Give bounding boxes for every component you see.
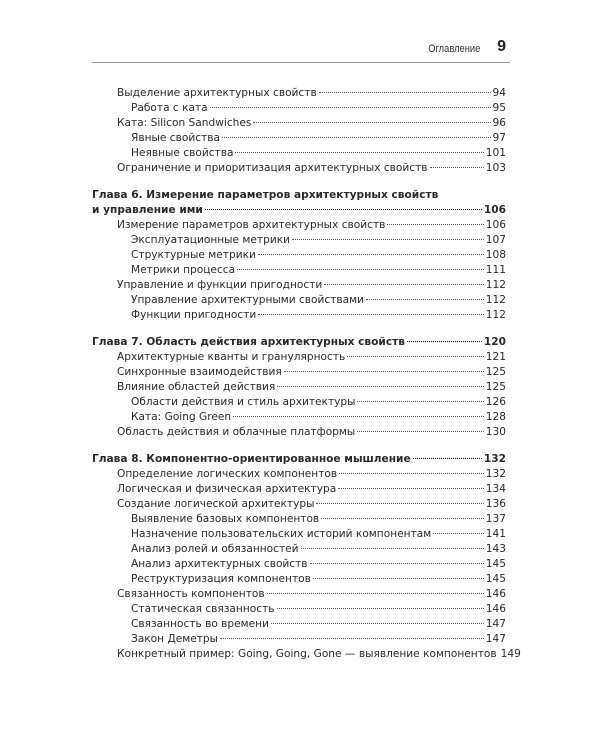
toc-entry-page: 125 xyxy=(485,366,506,378)
dot-leader xyxy=(267,593,484,594)
toc-entry-page: 103 xyxy=(485,162,506,174)
toc-entry[interactable] xyxy=(92,146,506,161)
dot-leader xyxy=(387,224,483,225)
toc-entry-title: Структурные метрики xyxy=(131,249,256,261)
toc-entry[interactable] xyxy=(92,602,506,617)
toc-entry-page: 143 xyxy=(485,543,506,555)
running-header xyxy=(92,38,510,63)
toc-entry-page: 112 xyxy=(485,294,506,306)
dot-leader xyxy=(321,518,484,519)
toc-entry-title: Ката: Silicon Sandwiches xyxy=(117,117,252,129)
page-number: 9 xyxy=(497,38,506,55)
toc-entry-page: 125 xyxy=(485,381,506,393)
dot-leader xyxy=(357,431,483,432)
toc-entry-page: 97 xyxy=(492,132,506,144)
table-of-contents xyxy=(92,86,521,662)
toc-entry-page: 128 xyxy=(485,411,506,423)
toc-entry-page: 106 xyxy=(485,219,506,231)
toc-entry-title: Статическая связанность xyxy=(131,603,275,615)
toc-entry-page: 95 xyxy=(492,102,506,114)
toc-entry-title: Измерение параметров архитектурных свойств xyxy=(117,219,386,231)
toc-entry-page: 146 xyxy=(485,588,506,600)
dot-leader xyxy=(319,92,491,93)
toc-entry[interactable] xyxy=(92,308,506,323)
toc-entry[interactable] xyxy=(92,617,506,632)
toc-entry-title: Выделение архитектурных свойств xyxy=(117,87,317,99)
toc-entry[interactable] xyxy=(92,467,506,482)
dot-leader xyxy=(357,401,483,402)
dot-leader xyxy=(407,341,482,342)
dot-leader xyxy=(277,608,484,609)
dot-leader xyxy=(284,371,484,372)
toc-entry[interactable] xyxy=(92,233,506,248)
toc-entry-page: 120 xyxy=(483,336,506,348)
toc-entry-page: 106 xyxy=(483,204,506,216)
dot-leader xyxy=(366,299,484,300)
toc-entry-title: Метрики процесса xyxy=(131,264,236,276)
toc-entry[interactable] xyxy=(92,218,506,233)
chapter-heading-line: Глава 6. Измерение параметров архитектурных свойств xyxy=(92,189,439,201)
toc-entry-page: 111 xyxy=(485,264,506,276)
dot-leader xyxy=(210,107,491,108)
running-header-title: Оглавление xyxy=(427,43,480,55)
dot-leader xyxy=(277,386,484,387)
toc-entry-title: Логическая и физическая архитектура xyxy=(117,483,337,495)
dot-leader xyxy=(339,473,484,474)
toc-entry[interactable] xyxy=(92,86,506,101)
toc-entry-page: 107 xyxy=(485,234,506,246)
dot-leader xyxy=(258,254,484,255)
toc-entry[interactable] xyxy=(92,365,506,380)
toc-entry-title: Конкретный пример: Going, Going, Gone — выявление компонентов xyxy=(117,648,497,660)
dot-leader xyxy=(316,503,483,504)
toc-entry[interactable] xyxy=(92,587,506,602)
toc-entry[interactable] xyxy=(92,482,506,497)
dot-leader xyxy=(430,167,484,168)
toc-entry-title: Синхронные взаимодействия xyxy=(117,366,282,378)
toc-entry[interactable] xyxy=(92,410,506,425)
toc-entry-page: 94 xyxy=(492,87,506,99)
toc-entry-page: 136 xyxy=(485,498,506,510)
toc-entry-title: Управление архитектурными свойствами xyxy=(131,294,365,306)
toc-entry-title: Ограничение и приоритизация архитектурных свойств xyxy=(117,162,428,174)
toc-entry[interactable] xyxy=(92,647,521,662)
toc-entry-title: Ката: Going Green xyxy=(131,411,232,423)
toc-entry-title: Область действия и облачные платформы xyxy=(117,426,356,438)
toc-entry[interactable] xyxy=(92,380,506,395)
toc-entry-title: Назначение пользовательских историй компонентам xyxy=(131,528,432,540)
toc-entry-title: Связанность во времени xyxy=(131,618,269,630)
toc-entry[interactable] xyxy=(92,572,506,587)
toc-entry[interactable] xyxy=(92,557,506,572)
toc-chapter-entry[interactable] xyxy=(92,335,506,350)
toc-entry-title: Эксплуатационные метрики xyxy=(131,234,290,246)
toc-entry[interactable] xyxy=(92,263,506,278)
toc-entry-page: 134 xyxy=(485,483,506,495)
toc-entry-title: Реструктуризация компонентов xyxy=(131,573,311,585)
toc-entry-page: 147 xyxy=(485,633,506,645)
toc-entry-page: 149 xyxy=(500,648,521,660)
toc-entry[interactable] xyxy=(92,350,506,365)
toc-entry-page: 121 xyxy=(485,351,506,363)
toc-chapter-entry[interactable] xyxy=(92,203,506,218)
toc-entry-title: и управление ими xyxy=(92,204,203,216)
dot-leader xyxy=(310,563,484,564)
toc-entry-page: 147 xyxy=(485,618,506,630)
dot-leader xyxy=(220,638,484,639)
toc-entry-title: Связанность компонентов xyxy=(117,588,265,600)
toc-entry-title: Влияние областей действия xyxy=(117,381,276,393)
toc-entry-page: 112 xyxy=(485,309,506,321)
toc-entry-title: Архитектурные кванты и гранулярность xyxy=(117,351,346,363)
toc-entry-title: Управление и функции пригодности xyxy=(117,279,323,291)
dot-leader xyxy=(237,269,484,270)
dot-leader xyxy=(347,356,484,357)
toc-entry-page: 112 xyxy=(485,279,506,291)
toc-entry-title: Неявные свойства xyxy=(131,147,234,159)
dot-leader xyxy=(338,488,484,489)
toc-entry[interactable] xyxy=(92,248,506,263)
dot-leader xyxy=(271,623,484,624)
toc-entry[interactable] xyxy=(92,293,506,308)
toc-entry[interactable] xyxy=(92,512,506,527)
toc-entry[interactable] xyxy=(92,161,506,176)
toc-entry[interactable] xyxy=(92,527,506,542)
toc-entry-title: Функции пригодности xyxy=(131,309,257,321)
toc-entry-page: 141 xyxy=(485,528,506,540)
toc-entry-title: Анализ архитектурных свойств xyxy=(131,558,308,570)
toc-entry[interactable] xyxy=(92,101,506,116)
toc-entry-title: Анализ ролей и обязанностей xyxy=(131,543,299,555)
toc-entry-page: 145 xyxy=(485,573,506,585)
toc-entry-title: Глава 7. Область действия архитектурных свойств xyxy=(92,336,405,348)
toc-entry[interactable] xyxy=(92,632,506,647)
toc-entry-title: Явные свойства xyxy=(131,132,220,144)
toc-entry-title: Глава 8. Компонентно-ориентированное мышление xyxy=(92,453,411,465)
dot-leader xyxy=(324,284,483,285)
toc-entry-title: Определение логических компонентов xyxy=(117,468,338,480)
dot-leader xyxy=(258,314,484,315)
toc-entry-page: 146 xyxy=(485,603,506,615)
toc-entry-title: Создание логической архитектуры xyxy=(117,498,315,510)
toc-entry-title: Работа с ката xyxy=(131,102,208,114)
toc-entry-page: 101 xyxy=(485,147,506,159)
dot-leader xyxy=(235,152,483,153)
toc-entry-page: 96 xyxy=(492,117,506,129)
toc-entry[interactable] xyxy=(92,131,506,146)
toc-entry[interactable] xyxy=(92,395,506,410)
dot-leader xyxy=(313,578,484,579)
toc-entry-page: 145 xyxy=(485,558,506,570)
toc-entry-page: 132 xyxy=(483,453,506,465)
dot-leader xyxy=(413,458,482,459)
toc-entry[interactable] xyxy=(92,425,506,440)
toc-entry-page: 130 xyxy=(485,426,506,438)
toc-entry-title: Закон Деметры xyxy=(131,633,219,645)
dot-leader xyxy=(205,209,482,210)
toc-entry[interactable] xyxy=(92,497,506,512)
toc-entry-page: 126 xyxy=(485,396,506,408)
toc-entry-page: 108 xyxy=(485,249,506,261)
toc-entry[interactable] xyxy=(92,542,506,557)
toc-entry-page: 132 xyxy=(485,468,506,480)
dot-leader xyxy=(233,416,484,417)
toc-chapter-entry[interactable] xyxy=(92,452,506,467)
toc-entry-title: Области действия и стиль архитектуры xyxy=(131,396,356,408)
dot-leader xyxy=(253,122,490,123)
dot-leader xyxy=(292,239,484,240)
dot-leader xyxy=(301,548,484,549)
dot-leader xyxy=(222,137,491,138)
toc-entry[interactable] xyxy=(92,116,506,131)
toc-entry-title: Выявление базовых компонентов xyxy=(131,513,320,525)
dot-leader xyxy=(433,533,484,534)
toc-entry-page: 137 xyxy=(485,513,506,525)
toc-entry[interactable] xyxy=(92,278,506,293)
